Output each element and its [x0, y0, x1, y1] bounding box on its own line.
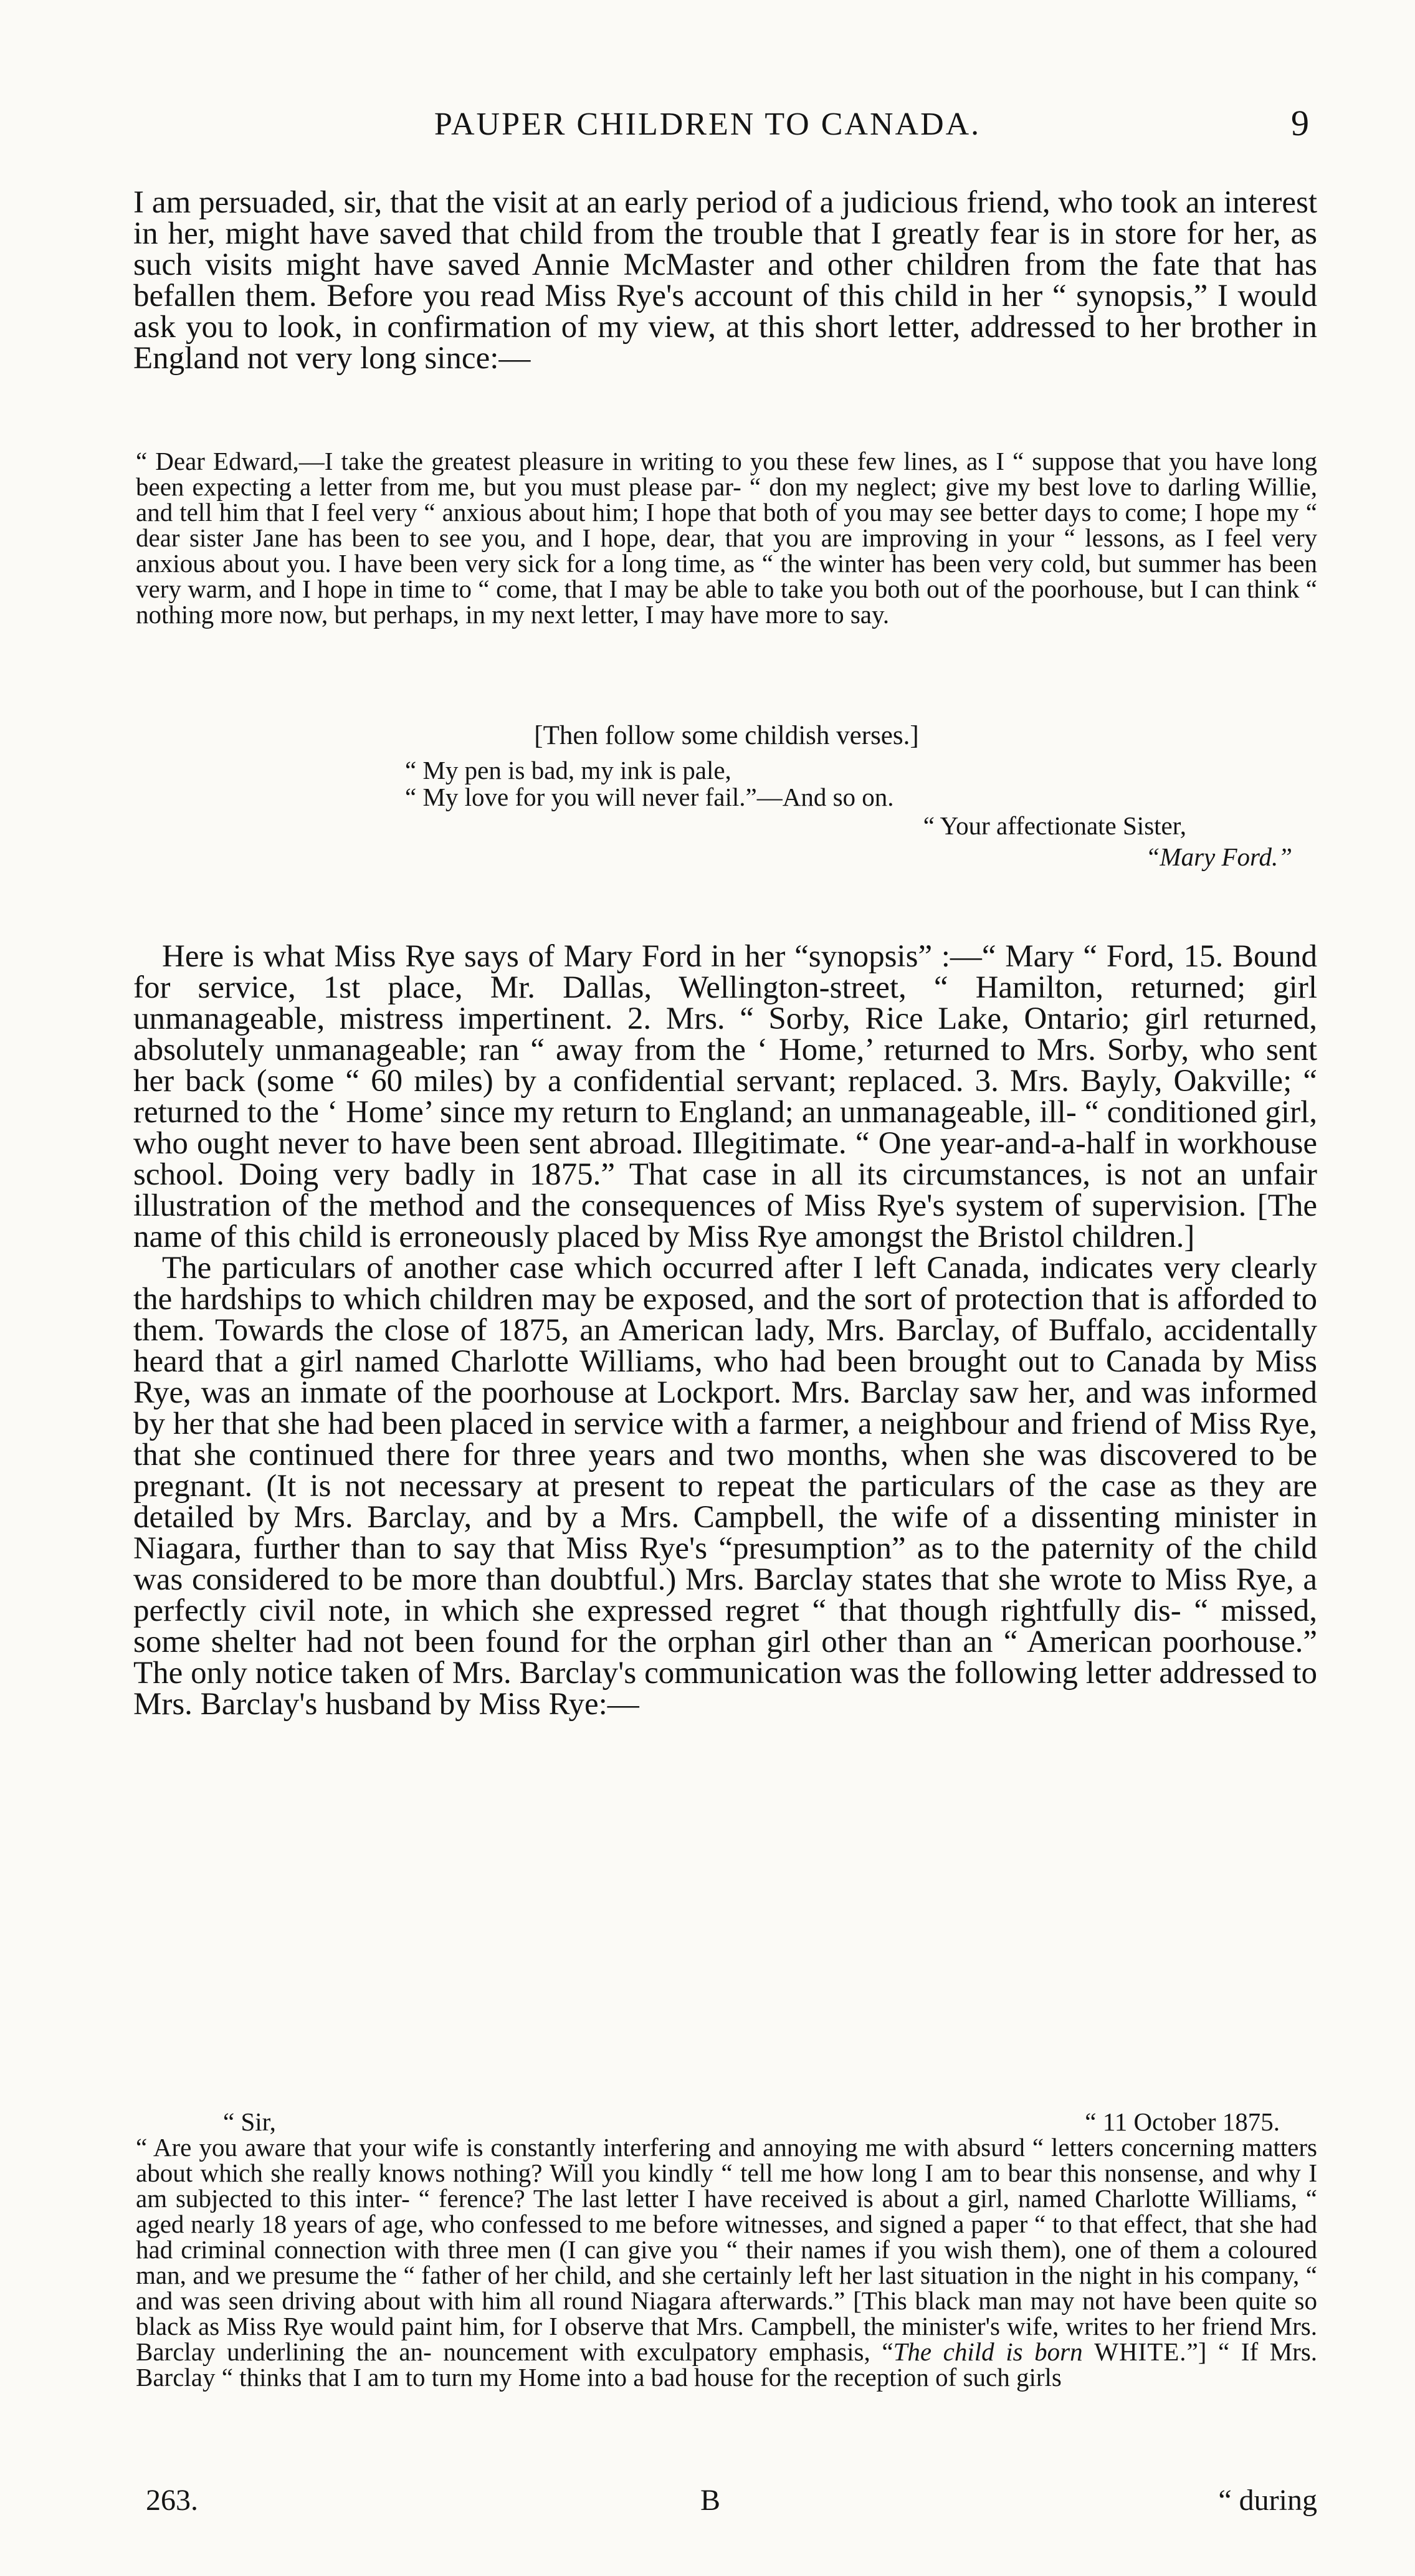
verse-line-2: “ My love for you will never fail.”—And so on. — [405, 783, 894, 811]
synopsis-paragraph-block — [133, 941, 1317, 1720]
verse-block — [405, 757, 894, 811]
letter-to-barclay-text — [136, 2135, 1317, 2390]
intro-paragraph-block — [133, 187, 1317, 374]
emphasis-text: The child is born — [893, 2337, 1083, 2366]
page-footer — [133, 2483, 1317, 2521]
letter-body-a: “ Are you aware that your wife is constantly interfering and annoying me with absurd “ letters concerning matters about which she really knows nothing? Will you kindly “ tell me how long I am to bear this nonsense, and why I am subjected to this inter- “ ference? The last letter I have received is about a girl, named Charlotte Williams, “ aged nearly 18 years of age, who confessed to me before witnesses, and signed a paper “ to that effect, that she had had criminal connection with three men (I can give you “ their names if you wish them), one of them a coloured man, and we presume the “ father of her child, and she certainly left her last situation in the night in his company, “ and was seen driving about with him all round Niagara afterwards.” [This black man may not have been quite so black as Miss Rye would paint him, for I observe that Mrs. Campbell, the minister's wife, writes to her friend Mrs. Barclay underlining the an- nouncement with exculpatory emphasis, “ — [136, 2133, 1317, 2366]
letter-closing-text: “ Your affectionate Sister, — [923, 811, 1186, 840]
page-number: 9 — [1291, 103, 1309, 143]
intro-paragraph: I am persuaded, sir, that the visit at an early period of a judicious friend, who took an interest in her, might have saved that child from the trouble that I greatly fear is in store for her, as such visits might have saved Annie McMaster and other children from the fate that has befallen them. Before you read Miss Rye's account of this child in her “ synopsis,” I would ask you to look, in confirmation of my view, at this short letter, addressed to her brother in England not very long since:— — [133, 185, 1317, 376]
catchword: “ during — [1218, 2484, 1317, 2517]
letter-to-barclay — [136, 2109, 1317, 2390]
signature-mark: 263. — [146, 2484, 198, 2517]
letter-to-edward — [136, 449, 1317, 627]
letter-to-edward-text: “ Dear Edward,—I take the greatest pleasure in writing to you these few lines, as I “ suppose that you have long been expecting a letter from me, but you must please par- “ don my neglect; give my best love to darling Willie, and tell him that I feel very “ anxious about him; I hope that both of you may see better days to come; I hope my “ dear sister Jane has been to see you, and I hope, dear, that you are improving in your “ lessons, as I feel very anxious about you. I have been very sick for a long time, as “ the winter has been very cold, but summer has been very warm, and I hope in time to “ come, that I may be able to take you both out of the poorhouse, but I can think “ nothing more now, but perhaps, in my next letter, I may have more to say. — [136, 447, 1317, 629]
sheet-letter: B — [700, 2484, 721, 2517]
letter-salutation: “ Sir, — [223, 2107, 276, 2136]
letter-signature — [136, 844, 1292, 870]
verses-note-text: [Then follow some childish verses.] — [534, 721, 919, 750]
verse-line-1: “ My pen is bad, my ink is pale, — [405, 756, 731, 785]
letter-date: “ 11 October 1875. — [1085, 2107, 1280, 2136]
page-header — [0, 93, 1415, 150]
verses-note — [136, 723, 1317, 748]
emphasis-white: WHITE. — [1094, 2337, 1187, 2366]
letter-signature-text: “Mary Ford.” — [1145, 842, 1292, 871]
letter-body-b: ”] “ If Mrs. Barclay “ thinks that I am to turn my Home into a bad house for the reception of such girls — [136, 2337, 1318, 2392]
charlotte-paragraph: The particulars of another case which occurred after I left Canada, indicates very clearly the hardships to which children may be exposed, and the sort of protection that is afforded to them. Towards the close of 1875, an American lady, Mrs. Barclay, of Buffalo, accidentally heard that a girl named Charlotte Williams, who had been brought out to Canada by Miss Rye, was an inmate of the poorhouse at Lockport. Mrs. Barclay saw her, and was informed by her that she had been placed in service with a farmer, a neighbour and friend of Miss Rye, that she continued there for three years and two months, when she was discovered to be pregnant. (It is not necessary at present to repeat the particulars of the case as they are detailed by Mrs. Barclay, and by a Mrs. Campbell, the wife of a dissenting minister in Niagara, further than to say that Miss Rye's “presumption” as to the paternity of the child was considered to be more than doubtful.) Mrs. Barclay states that she wrote to Miss Rye, a perfectly civil note, in which she expressed regret “ that though rightfully dis- “ missed, some shelter had not been found for the orphan girl other than an “ American poorhouse.” The only notice taken of Mrs. Barclay's communication was the following letter addressed to Mrs. Barclay's husband by Miss Rye:— — [133, 1251, 1317, 1722]
synopsis-paragraph: Here is what Miss Rye says of Mary Ford in her “synopsis” :—“ Mary “ Ford, 15. Bound for service, 1st place, Mr. Dallas, Wellington-street, “ Hamilton, returned; girl unmanageable, mistress impertinent. 2. Mrs. “ Sorby, Rice Lake, Ontario; girl returned, absolutely unmanageable; ran “ away from the ‘ Home,’ returned to Mrs. Sorby, who sent her back (some “ 60 miles) by a confidential servant; replaced. 3. Mrs. Bayly, Oakville; “ returned to the ‘ Home’ since my return to England; an unmanageable, ill- “ conditioned girl, who ought never to have been sent abroad. Illegitimate. “ One year-and-a-half in workhouse school. Doing very badly in 1875.” That case in all its circumstances, is not an unfair illustration of the method and the consequences of Miss Rye's system of supervision. [The name of this child is erroneously placed by Miss Rye amongst the Bristol children.] — [133, 939, 1317, 1254]
letter-closing — [136, 813, 1317, 839]
letter-heading — [136, 2109, 1317, 2135]
running-title: PAUPER CHILDREN TO CANADA. — [434, 107, 981, 142]
